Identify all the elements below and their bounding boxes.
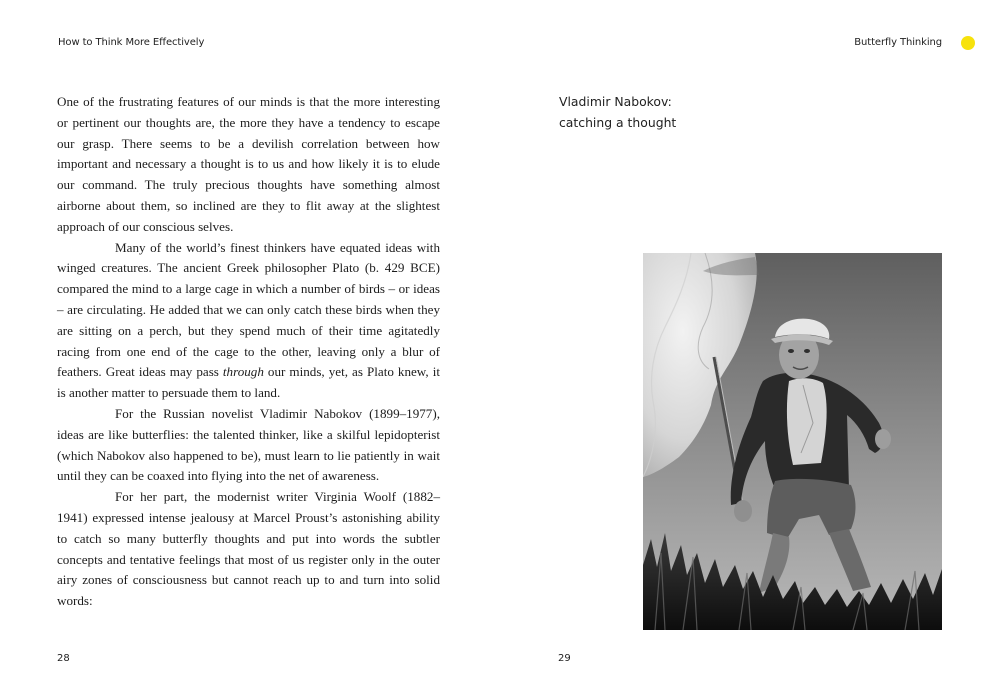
photo-caption [559, 92, 676, 133]
body-text [57, 92, 440, 612]
chapter-color-dot [961, 36, 975, 50]
paragraph-2-text-a: Many of the world’s finest thinkers have equated ideas with winged creatures. The ancient Greek philosopher Plato (b. 429 BCE) compared the mind to a large cage in which a number of birds – or ideas – are circulating. He added that we can only catch these birds when they are sitting on a perch, but they spend much of their time agitatedly racing from one end of the cage to the other, leaving only a blur of feathers. Great ideas may pass [57, 239, 440, 380]
paragraph-4: For her part, the modernist writer Virginia Woolf (1882–1941) expressed intense jealousy at Marcel Proust’s astonishing ability to catch so many butterfly thoughts and put into words the subtler concepts and tentative feelings that most of us register only in the outer airy zones of consciousness but cannot reach up to and turn into solid words: [57, 489, 440, 609]
paragraph-2-text-b: our minds, yet, as Plato knew, it is another matter to persuade them to land. [57, 364, 440, 401]
paragraph-3: For the Russian novelist Vladimir Nabokov (1899–1977), ideas are like butterflies: the talented thinker, like a skilful lepidopterist (which Nabokov also happened to be), must learn to lie patiently in wait until they can be coaxed into flying into the net of awareness. [57, 405, 440, 484]
caption-line-1: Vladimir Nabokov: [559, 94, 672, 109]
paragraph-2-italic: through [222, 364, 264, 380]
running-head-chapter-title: Butterfly Thinking [854, 37, 942, 48]
running-head-book-title: How to Think More Effectively [58, 37, 205, 48]
nabokov-photo [643, 253, 942, 630]
right-page [500, 0, 1000, 693]
photo-illustration [643, 253, 942, 630]
page-number-right: 29 [558, 653, 571, 664]
caption-line-2: catching a thought [559, 114, 677, 130]
page-number-left: 28 [57, 653, 70, 664]
paragraph-2 [57, 238, 440, 404]
paragraph-1: One of the frustrating features of our minds is that the more interesting or pertinent our thoughts are, the more they have a tendency to escape our grasp. There seems to be a devilish correlation between how important and necessary a thought is to us and how likely it is to elude our command. The truly precious thoughts have something almost airborne about them, so inclined are they to flit away at the slightest approach of our conscious selves. [57, 94, 440, 234]
